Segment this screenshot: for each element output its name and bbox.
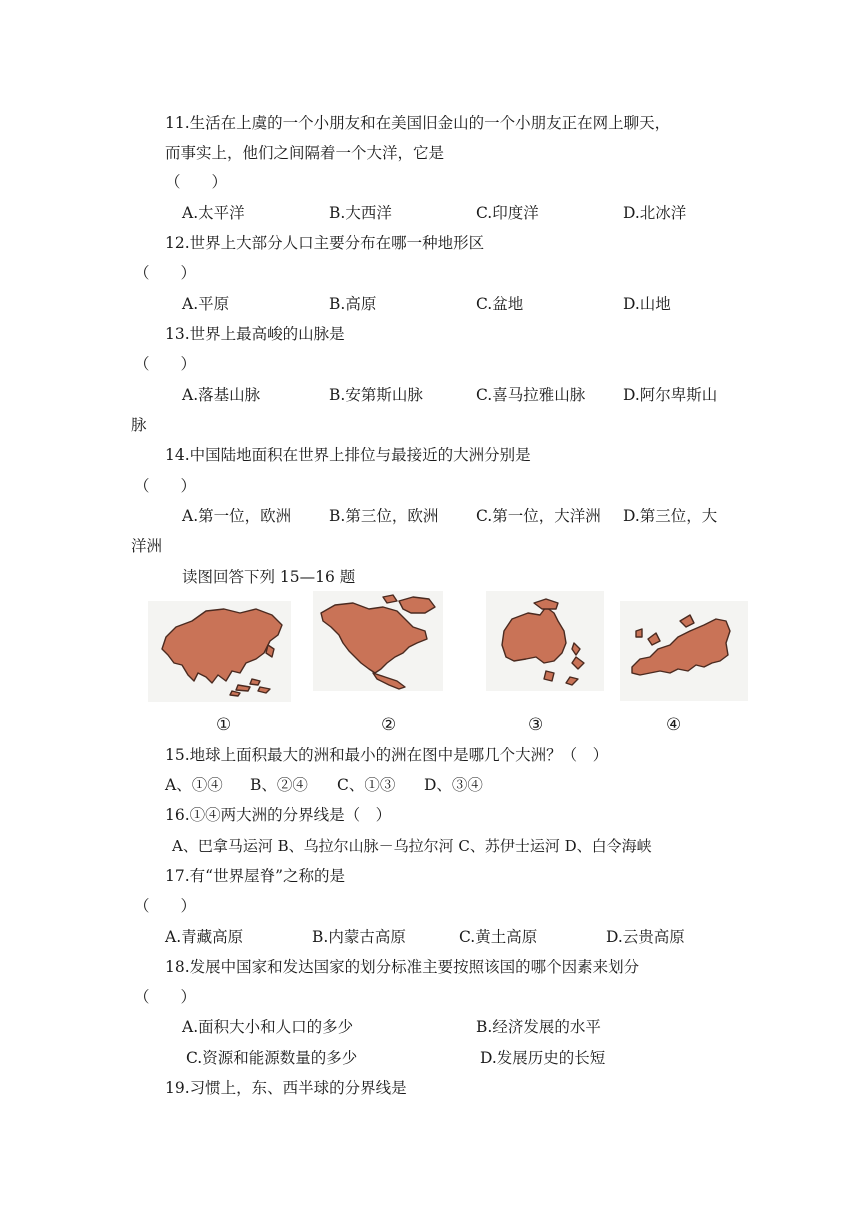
q18-option-a: A.面积大小和人口的多少: [182, 1018, 354, 1036]
asia-outline-icon: [148, 601, 291, 702]
map-oceania: [486, 591, 604, 691]
q14-option-a: A.第一位，欧洲: [182, 507, 292, 525]
question-14-text: 14.中国陆地面积在世界上排位与最接近的大洲分别是: [165, 446, 531, 464]
question-13-text: 13.世界上最高峻的山脉是: [165, 325, 345, 343]
question-11-line2: 而事实上，他们之间隔着一个大洋，它是: [165, 144, 445, 162]
q16-options: A、巴拿马运河 B、乌拉尔山脉－乌拉尔河 C、苏伊士运河 D、白令海峡: [172, 837, 652, 855]
question-18-text: 18.发展中国家和发达国家的划分标准主要按照该国的哪个因素来划分: [165, 958, 640, 976]
q15-option-b: B、②④: [250, 776, 308, 794]
map-asia: [148, 601, 291, 702]
map-label-4: ④: [666, 715, 682, 735]
question-15-text: 15.地球上面积最大的洲和最小的洲在图中是哪几个大洲？（ ）: [165, 746, 609, 764]
q18-option-b: B.经济发展的水平: [476, 1018, 601, 1036]
q12-option-d: D.山地: [623, 295, 671, 313]
q12-option-a: A.平原: [182, 295, 230, 313]
question-11-line1: 11.生活在上虞的一个小朋友和在美国旧金山的一个小朋友正在网上聊天，: [165, 114, 671, 132]
question-11-paren: （ ）: [165, 173, 228, 191]
question-17-text: 17.有“世界屋脊”之称的是: [165, 867, 345, 885]
question-12-text: 12.世界上大部分人口主要分布在哪一种地形区: [165, 234, 485, 252]
q13-option-a: A.落基山脉: [182, 386, 261, 404]
north-america-outline-icon: [313, 591, 443, 691]
q11-option-b: B.大西洋: [329, 204, 392, 222]
question-13-paren: （ ）: [134, 355, 197, 373]
q13-option-b: B.安第斯山脉: [329, 386, 423, 404]
q18-option-c: C.资源和能源数量的多少: [186, 1049, 358, 1067]
question-14-paren: （ ）: [134, 477, 197, 495]
map-label-3: ③: [528, 715, 544, 735]
q11-option-d: D.北冰洋: [623, 204, 687, 222]
question-19-text: 19.习惯上，东、西半球的分界线是: [165, 1079, 407, 1097]
question-18-paren: （ ）: [134, 988, 197, 1006]
q14-option-c: C.第一位，大洋洲: [476, 507, 601, 525]
map-label-2: ②: [381, 715, 397, 735]
q12-option-c: C.盆地: [476, 295, 524, 313]
figure-intro: 读图回答下列 15—16 题: [182, 568, 356, 586]
q14-option-b: B.第三位，欧洲: [329, 507, 439, 525]
europe-outline-icon: [620, 601, 748, 701]
q17-option-c: C.黄土高原: [459, 928, 538, 946]
map-north-america: [313, 591, 443, 691]
q17-option-b: B.内蒙古高原: [312, 928, 406, 946]
map-europe: [620, 601, 748, 701]
q11-option-c: C.印度洋: [476, 204, 539, 222]
q18-option-d: D.发展历史的长短: [480, 1049, 606, 1067]
q11-option-a: A.太平洋: [182, 204, 245, 222]
q15-option-d: D、③④: [424, 776, 483, 794]
q15-option-a: A、①④: [165, 776, 223, 794]
q13-option-d: D.阿尔卑斯山: [623, 386, 718, 404]
q17-option-d: D.云贵高原: [606, 928, 685, 946]
question-16-text: 16.①④两大洲的分界线是（ ）: [165, 806, 392, 824]
question-12-paren: （ ）: [134, 264, 197, 282]
oceania-outline-icon: [486, 591, 604, 691]
q14-option-d-wrap: 洋洲: [131, 537, 163, 555]
q12-option-b: B.高原: [329, 295, 377, 313]
question-17-paren: （ ）: [134, 897, 197, 915]
map-label-1: ①: [216, 715, 232, 735]
q14-option-d: D.第三位，大: [623, 507, 718, 525]
q13-option-c: C.喜马拉雅山脉: [476, 386, 586, 404]
q13-option-d-wrap: 脉: [131, 416, 147, 434]
q17-option-a: A.青藏高原: [165, 928, 244, 946]
q15-option-c: C、①③: [337, 776, 396, 794]
